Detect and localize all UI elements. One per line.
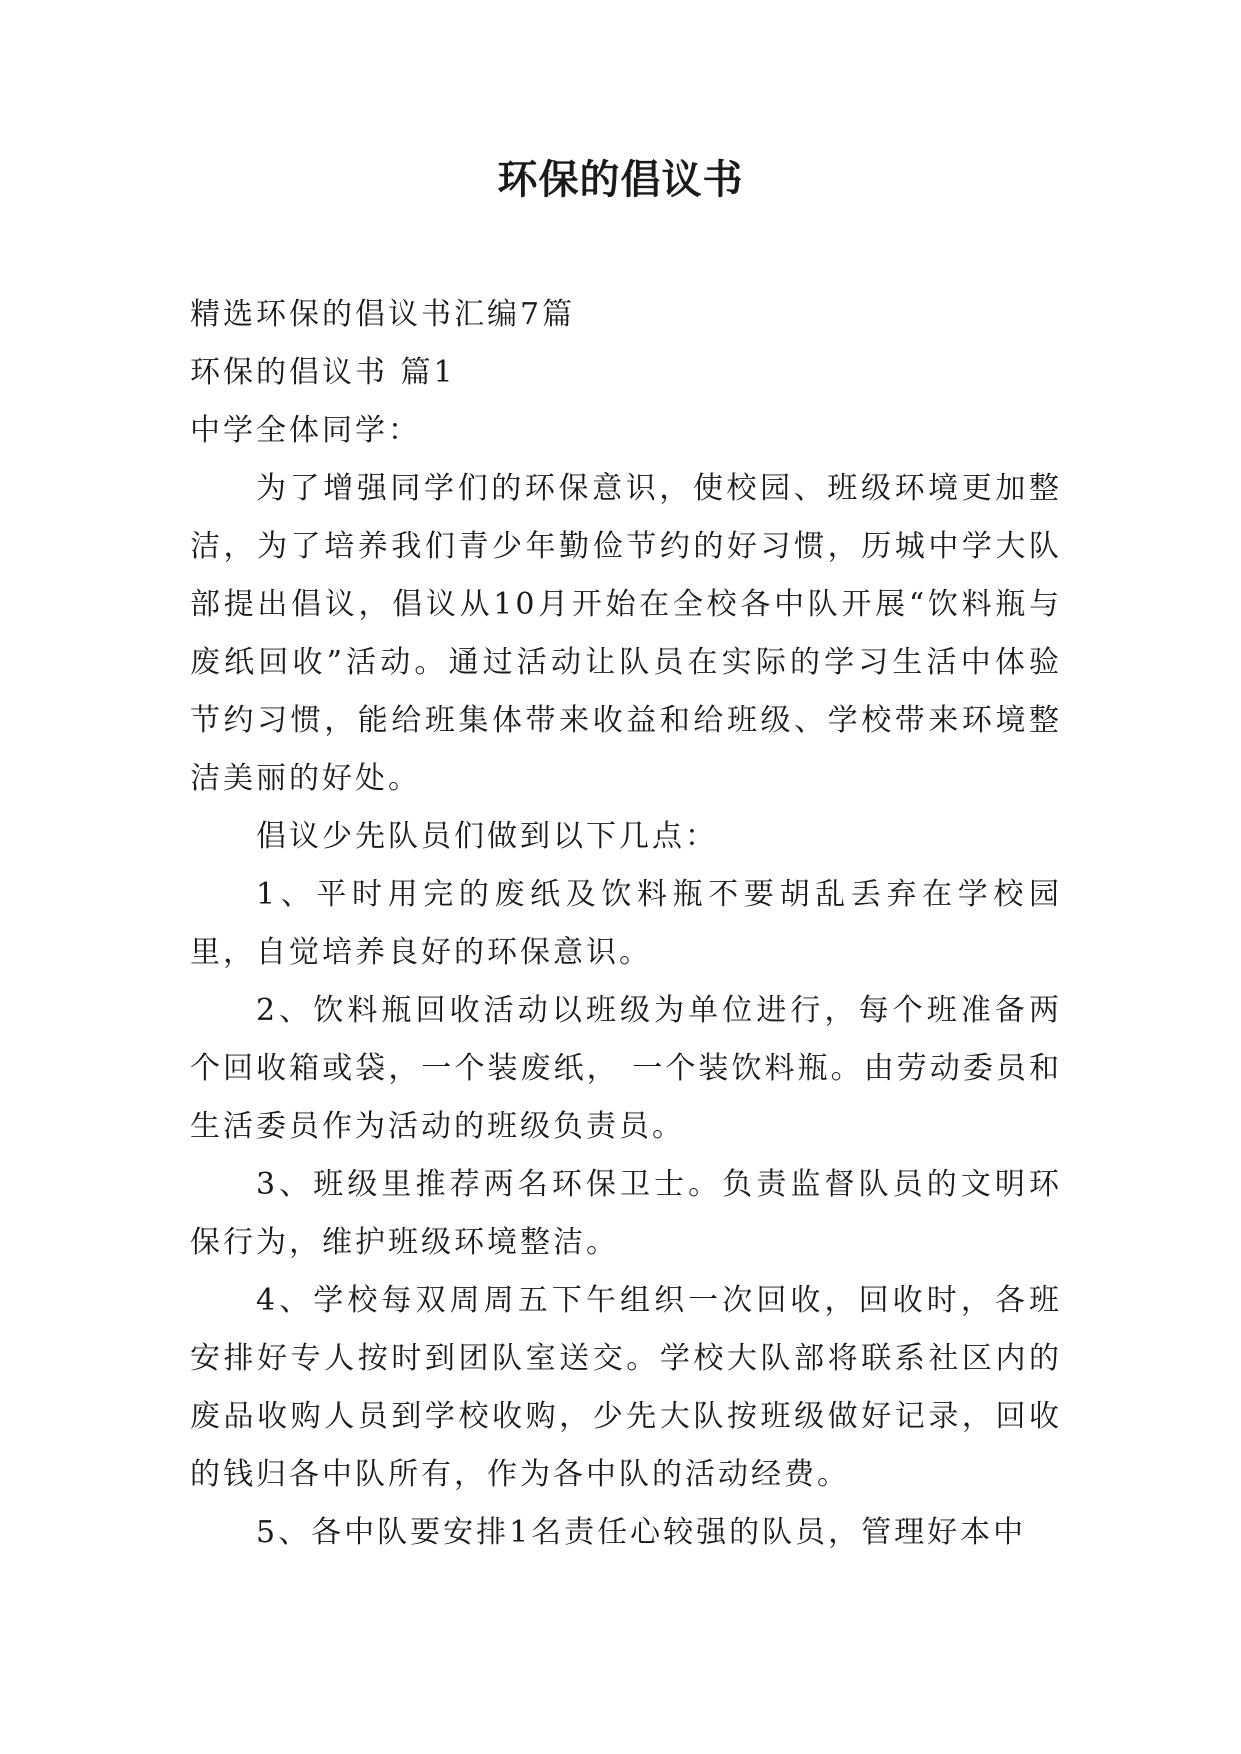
document-title: 环保的倡议书 — [497, 157, 744, 203]
salutation: 中学全体同学： — [190, 413, 421, 448]
document-subtitle: 精选环保的倡议书汇编7篇 — [190, 297, 576, 332]
paragraph-point-5: 5、各中队要安排1名责任心较强的队员，管理好本中 — [256, 1515, 1027, 1550]
paragraph-point-2: 2、饮料瓶回收活动以班级为单位进行，每个班准备两个回收箱或袋，一个装废纸， 一个装饮料瓶。由劳动委员和生活委员作为活动的班级负责员。 — [190, 993, 1062, 1144]
paragraph-intro: 为了增强同学们的环保意识，使校园、班级环境更加整洁，为了培养我们青少年勤俭节约的好习惯，历城中学大队部提出倡议，倡议从10月开始在全校各中队开展“饮料瓶与废纸回收”活动。通过活动让队员在实际的学习生活中体验节约习惯，能给班集体带来收益和给班级、学校带来环境整洁美丽的好处。 — [190, 471, 1062, 796]
document-body — [190, 286, 1062, 1562]
paragraph-point-1: 1、平时用完的废纸及饮料瓶不要胡乱丢弃在学校园里，自觉培养良好的环保意识。 — [190, 877, 1062, 970]
paragraph-point-4: 4、学校每双周周五下午组织一次回收，回收时，各班安排好专人按时到团队室送交。学校大队部将联系社区内的废品收购人员到学校收购，少先大队按班级做好记录，回收的钱归各中队所有，作为各中队的活动经费。 — [190, 1283, 1062, 1492]
section-heading: 环保的倡议书 篇1 — [190, 355, 456, 390]
paragraph-point-3: 3、班级里推荐两名环保卫士。负责监督队员的文明环保行为，维护班级环境整洁。 — [190, 1167, 1062, 1260]
paragraph-proposal-lead: 倡议少先队员们做到以下几点： — [256, 819, 718, 854]
